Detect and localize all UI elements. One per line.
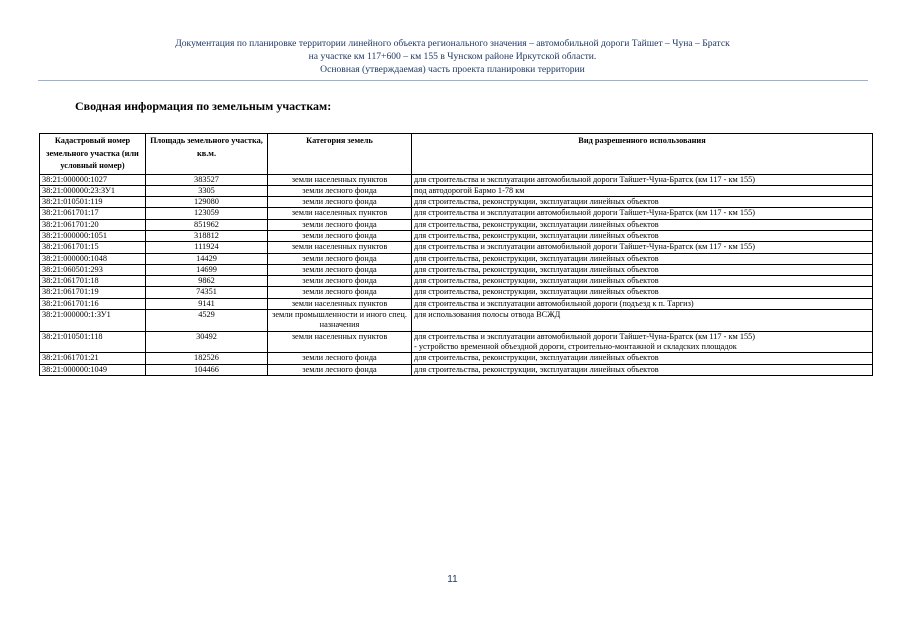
table-row <box>40 264 873 275</box>
cell-permitted-use: для строительства, реконструкции, эксплуатации линейных объектов <box>412 253 873 264</box>
cell-land-category: земли лесного фонда <box>268 185 412 196</box>
table-row <box>40 353 873 364</box>
table-row <box>40 364 873 375</box>
table-row <box>40 331 873 353</box>
cell-area: 14699 <box>146 264 268 275</box>
land-plots-table <box>39 133 873 376</box>
cell-area: 30492 <box>146 331 268 353</box>
cell-area: 74351 <box>146 287 268 298</box>
cell-cadastral-number: 38:21:061701:15 <box>40 242 146 253</box>
table-header-row <box>40 134 873 175</box>
cell-area: 4529 <box>146 310 268 332</box>
cell-cadastral-number: 38:21:000000:1049 <box>40 364 146 375</box>
cell-cadastral-number: 38:21:010501:118 <box>40 331 146 353</box>
cell-permitted-use: для строительства и эксплуатации автомобильной дороги Тайшет-Чуна-Братск (км 117 - км 155) <box>412 208 873 219</box>
cell-permitted-use: для строительства и эксплуатации автомобильной дороги Тайшет-Чуна-Братск (км 117 - км 155) <box>412 174 873 185</box>
cell-permitted-use: для строительства, реконструкции, эксплуатации линейных объектов <box>412 276 873 287</box>
cell-area: 9862 <box>146 276 268 287</box>
section-title: Сводная информация по земельным участкам: <box>75 99 332 113</box>
cell-land-category: земли населенных пунктов <box>268 242 412 253</box>
cell-cadastral-number: 38:21:000000:1051 <box>40 230 146 241</box>
cell-land-category: земли лесного фонда <box>268 364 412 375</box>
cell-cadastral-number: 38:21:061701:17 <box>40 208 146 219</box>
cell-land-category: земли лесного фонда <box>268 230 412 241</box>
table-row <box>40 197 873 208</box>
cell-land-category: земли лесного фонда <box>268 219 412 230</box>
cell-permitted-use <box>412 331 873 353</box>
cell-cadastral-number: 38:21:000000:1:ЗУ1 <box>40 310 146 332</box>
page-number: 11 <box>447 574 458 585</box>
cell-permitted-use: для строительства, реконструкции, эксплуатации линейных объектов <box>412 230 873 241</box>
cell-cadastral-number: 38:21:061701:20 <box>40 219 146 230</box>
permitted-use-line: для строительства и эксплуатации автомобильной дороги Тайшет-Чуна-Братск (км 117 - км 155) <box>414 331 756 341</box>
cell-land-category: земли населенных пунктов <box>268 174 412 185</box>
document-header <box>0 37 905 76</box>
cell-area: 9141 <box>146 298 268 309</box>
cell-land-category: земли лесного фонда <box>268 253 412 264</box>
header-line-1: Документация по планировке территории линейного объекта регионального значения – автомобильной дороги Тайшет – Чуна – Братск <box>175 38 730 49</box>
table-row <box>40 185 873 196</box>
cell-land-category: земли лесного фонда <box>268 353 412 364</box>
table-row <box>40 219 873 230</box>
cell-cadastral-number: 38:21:000000:23:ЗУ1 <box>40 185 146 196</box>
cell-area: 3305 <box>146 185 268 196</box>
column-header-category: Категория земель <box>268 134 412 175</box>
cell-land-category: земли лесного фонда <box>268 197 412 208</box>
cell-permitted-use: для строительства, реконструкции, эксплуатации линейных объектов <box>412 197 873 208</box>
cell-land-category: земли лесного фонда <box>268 264 412 275</box>
cell-cadastral-number: 38:21:000000:1048 <box>40 253 146 264</box>
table-row <box>40 242 873 253</box>
cell-land-category: земли лесного фонда <box>268 276 412 287</box>
table-row <box>40 208 873 219</box>
table-row <box>40 174 873 185</box>
cell-land-category: земли населенных пунктов <box>268 331 412 353</box>
table-row <box>40 298 873 309</box>
header-line-3: Основная (утверждаемая) часть проекта планировки территории <box>320 64 585 75</box>
cell-cadastral-number: 38:21:061701:16 <box>40 298 146 309</box>
cell-cadastral-number: 38:21:060501:293 <box>40 264 146 275</box>
permitted-use-line: - устройство временной объездной дороги, строительно-монтажной и складских площадок <box>414 341 737 351</box>
cell-permitted-use: для строительства, реконструкции, эксплуатации линейных объектов <box>412 364 873 375</box>
cell-area: 851962 <box>146 219 268 230</box>
header-divider <box>38 80 868 81</box>
cell-permitted-use: для строительства, реконструкции, эксплуатации линейных объектов <box>412 264 873 275</box>
cell-land-category: земли лесного фонда <box>268 287 412 298</box>
cell-area: 383527 <box>146 174 268 185</box>
cell-area: 111924 <box>146 242 268 253</box>
cell-permitted-use: для строительства и эксплуатации автомобильной дороги (подъезд к п. Таргиз) <box>412 298 873 309</box>
cell-area: 14429 <box>146 253 268 264</box>
table-row <box>40 276 873 287</box>
table-row <box>40 253 873 264</box>
cell-permitted-use: для строительства, реконструкции, эксплуатации линейных объектов <box>412 353 873 364</box>
cell-permitted-use: для строительства, реконструкции, эксплуатации линейных объектов <box>412 287 873 298</box>
cell-area: 123059 <box>146 208 268 219</box>
cell-permitted-use: для строительства, реконструкции, эксплуатации линейных объектов <box>412 219 873 230</box>
header-line-2: на участке км 117+600 – км 155 в Чунском районе Иркутской области. <box>308 51 597 62</box>
cell-cadastral-number: 38:21:010501:119 <box>40 197 146 208</box>
table-row <box>40 230 873 241</box>
cell-area: 129080 <box>146 197 268 208</box>
column-header-area: Площадь земельного участка, кв.м. <box>146 134 268 175</box>
cell-cadastral-number: 38:21:000000:1027 <box>40 174 146 185</box>
cell-area: 182526 <box>146 353 268 364</box>
cell-permitted-use: для использования полосы отвода ВСЖД <box>412 310 873 332</box>
table-row <box>40 310 873 332</box>
cell-permitted-use: под автодорогой Бармо 1-78 км <box>412 185 873 196</box>
table-body <box>40 174 873 375</box>
column-header-number: Кадастровый номер земельного участка (или условный номер) <box>40 134 146 175</box>
cell-cadastral-number: 38:21:061701:18 <box>40 276 146 287</box>
cell-cadastral-number: 38:21:061701:21 <box>40 353 146 364</box>
cell-land-category: земли промышленности и иного спец. назначения <box>268 310 412 332</box>
column-header-use: Вид разрешенного использования <box>412 134 873 175</box>
cell-cadastral-number: 38:21:061701:19 <box>40 287 146 298</box>
cell-area: 318812 <box>146 230 268 241</box>
cell-permitted-use: для строительства и эксплуатации автомобильной дороги Тайшет-Чуна-Братск (км 117 - км 155) <box>412 242 873 253</box>
cell-land-category: земли населенных пунктов <box>268 208 412 219</box>
table-row <box>40 287 873 298</box>
cell-land-category: земли населенных пунктов <box>268 298 412 309</box>
cell-area: 104466 <box>146 364 268 375</box>
